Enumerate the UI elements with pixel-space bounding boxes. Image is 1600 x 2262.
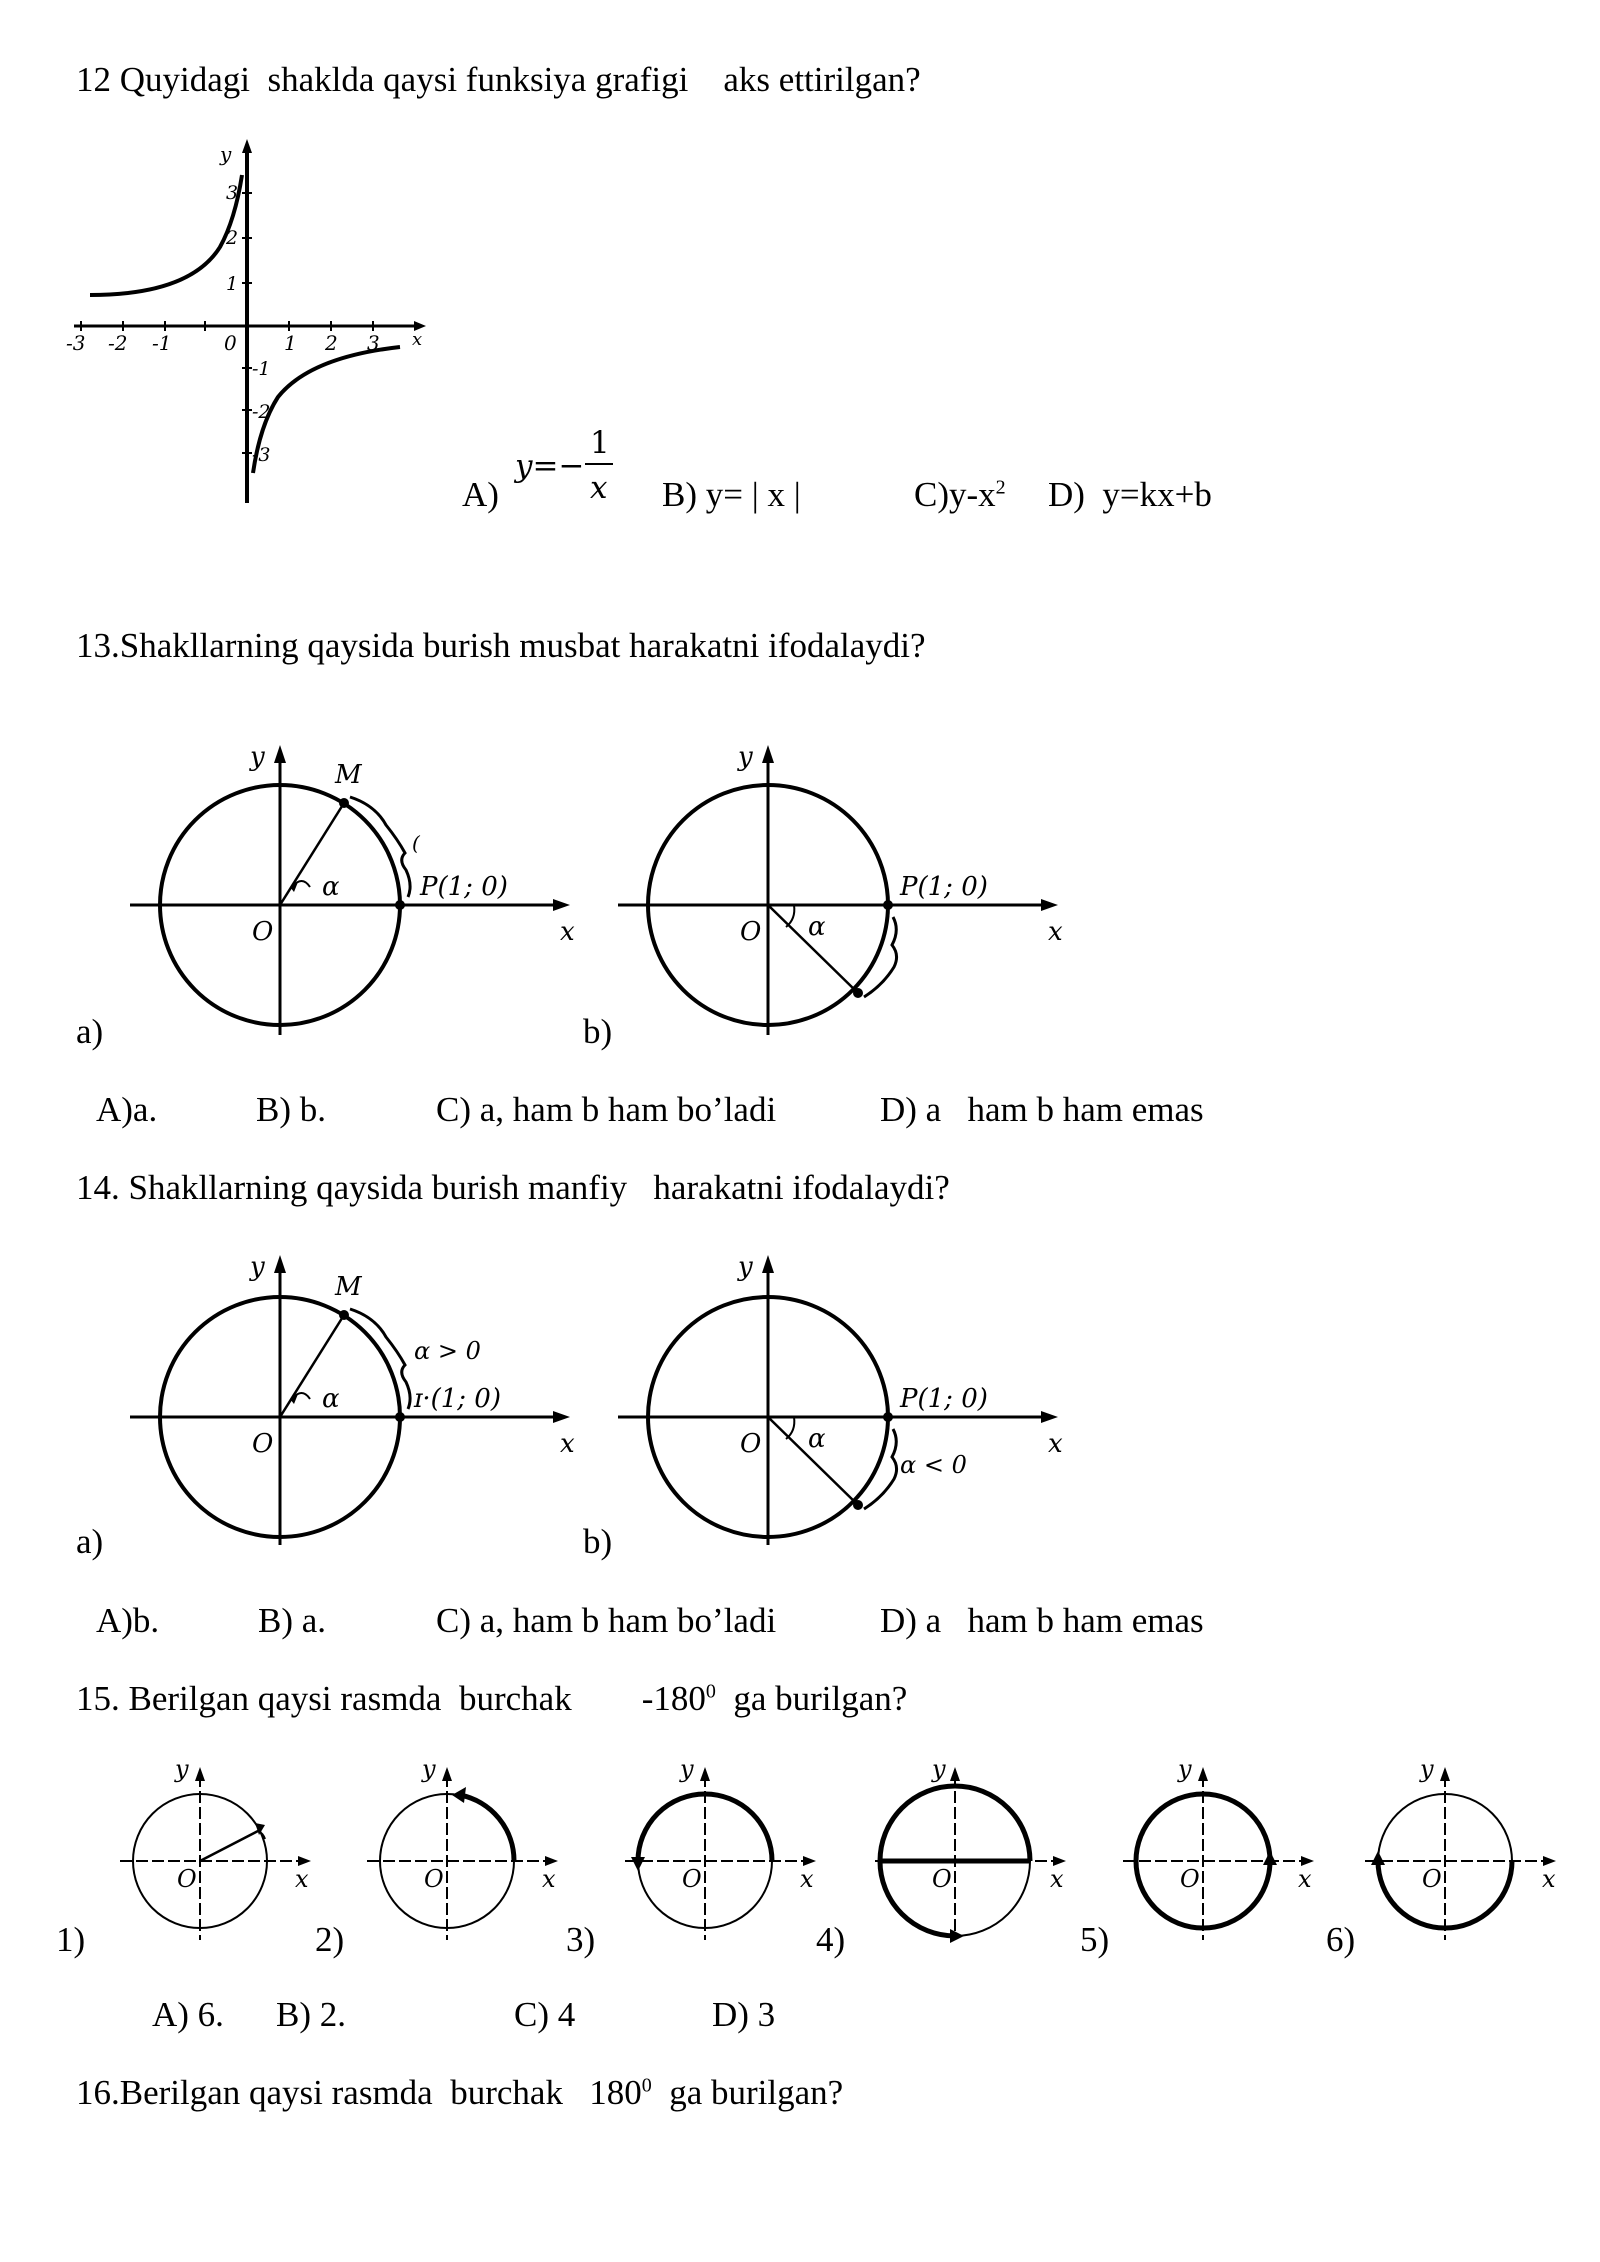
svg-text:1: 1: [226, 273, 239, 295]
q15-figure-4: [870, 1755, 1070, 1945]
svg-text:P(1; 0): P(1; 0): [900, 872, 988, 902]
svg-text:1: 1: [284, 331, 297, 355]
svg-text:O: O: [252, 1429, 274, 1459]
q15-option-d: D) 3: [712, 1995, 776, 2034]
svg-text:α: α: [322, 1384, 340, 1414]
q15-figure-6: [1360, 1755, 1560, 1945]
svg-text:y: y: [175, 1755, 189, 1783]
svg-text:α > 0: α > 0: [414, 1337, 481, 1365]
svg-text:x: x: [1048, 1429, 1063, 1459]
q15-figure-3: [620, 1755, 820, 1945]
svg-text:O: O: [740, 1429, 762, 1459]
q12-y-axis-label: y: [220, 142, 232, 166]
q15-figure-1-label: 1): [56, 1920, 86, 1959]
svg-text:O: O: [682, 1865, 702, 1893]
q15-figure-6-label: 6): [1326, 1920, 1356, 1959]
svg-text:O: O: [252, 917, 274, 947]
svg-text:-3: -3: [66, 331, 86, 355]
q13-figure-a: [130, 735, 580, 1035]
svg-text:M: M: [335, 1272, 362, 1302]
q13-figure-a-label: a): [76, 1012, 104, 1051]
q13-figure-b: [618, 735, 1068, 1035]
svg-text:O: O: [1180, 1865, 1200, 1893]
q15-option-c: C) 4: [514, 1995, 576, 2034]
q12-hyperbola-graph: [60, 135, 423, 495]
svg-text:O: O: [424, 1865, 444, 1893]
svg-text:y: y: [680, 1755, 694, 1783]
svg-text:y: y: [738, 742, 753, 772]
svg-text:0: 0: [224, 331, 237, 355]
svg-text:y: y: [1420, 1755, 1434, 1783]
svg-text:x: x: [1050, 1865, 1064, 1893]
q15-figure-5: [1118, 1755, 1318, 1945]
svg-text:x: x: [295, 1865, 309, 1893]
q13-option-c: C) a, ham b ham bo’ladi: [436, 1090, 777, 1129]
q15-option-b: B) 2.: [276, 1995, 346, 2034]
q14-figure-a: [130, 1245, 580, 1545]
svg-text:α: α: [322, 872, 340, 902]
svg-text:2: 2: [226, 227, 239, 249]
q13-option-d: D) a ham b ham emas: [880, 1090, 1204, 1129]
q15-question: 15. Berilgan qaysi rasmda burchak $-180^0$ ga burilgan?: [76, 1679, 908, 1718]
q13-option-a: A)a.: [96, 1090, 158, 1129]
svg-text:α: α: [808, 912, 826, 942]
svg-text:y: y: [250, 1252, 265, 1282]
q13-figure-b-label: b): [583, 1012, 613, 1051]
q15-figure-2-label: 2): [315, 1920, 345, 1959]
svg-text:-1: -1: [152, 331, 172, 355]
svg-text:(: (: [412, 831, 420, 855]
q15-figure-4-label: 4): [816, 1920, 846, 1959]
q14-question: 14. Shakllarning qaysida burish manfiy harakatni ifodalaydi?: [76, 1168, 950, 1207]
svg-text:3: 3: [226, 182, 239, 204]
svg-text:ɪ·(1; 0): ɪ·(1; 0): [414, 1384, 501, 1414]
svg-text:x: x: [1542, 1865, 1556, 1893]
svg-text:O: O: [177, 1865, 197, 1893]
svg-text:O: O: [1422, 1865, 1442, 1893]
q15-figure-1: [115, 1755, 315, 1945]
q16-question: 16.Berilgan qaysi rasmda burchak $180^0$ ga burilgan?: [76, 2073, 844, 2112]
q13-option-b: B) b.: [256, 1090, 326, 1129]
q14-figure-b: [618, 1245, 1068, 1545]
svg-text:y: y: [1178, 1755, 1192, 1783]
svg-text:-1: -1: [252, 358, 271, 380]
svg-text:M: M: [335, 760, 362, 790]
q12-question: 12 Quyidagi shaklda qaysi funksiya grafigi aks ettirilgan?: [76, 60, 921, 99]
q15-figure-5-label: 5): [1080, 1920, 1110, 1959]
svg-text:x: x: [542, 1865, 556, 1893]
q12-fraction-bar: [585, 463, 613, 465]
q14-option-b: B) a.: [258, 1601, 327, 1640]
q12-option-a-denominator: x: [590, 470, 608, 506]
q14-option-a: A)b.: [96, 1601, 160, 1640]
svg-text:-2: -2: [108, 331, 128, 355]
svg-text:2: 2: [325, 331, 338, 355]
svg-text:3: 3: [367, 331, 380, 355]
svg-text:y: y: [738, 1252, 753, 1282]
q15-figure-3-label: 3): [566, 1920, 596, 1959]
q12-option-a-formula: y=−: [515, 448, 585, 484]
svg-text:y: y: [250, 742, 265, 772]
svg-text:α < 0: α < 0: [900, 1451, 967, 1479]
svg-text:O: O: [740, 917, 762, 947]
svg-text:P(1; 0): P(1; 0): [420, 872, 508, 902]
svg-text:x: x: [1298, 1865, 1312, 1893]
svg-text:x: x: [560, 1429, 575, 1459]
q12-option-d: D) y=kx+b: [1048, 475, 1212, 514]
svg-text:P(1; 0): P(1; 0): [900, 1384, 988, 1414]
svg-text:x: x: [800, 1865, 814, 1893]
q12-option-a-numerator: 1: [590, 425, 610, 461]
svg-text:α: α: [808, 1424, 826, 1454]
svg-text:x: x: [560, 917, 575, 947]
svg-text:-2: -2: [252, 401, 271, 423]
q12-x-ticks: [66, 331, 380, 355]
q14-figure-a-label: a): [76, 1522, 104, 1561]
q12-option-a-label: A): [462, 475, 499, 514]
q14-option-c: C) a, ham b ham bo’ladi: [436, 1601, 777, 1640]
svg-text:O: O: [932, 1865, 952, 1893]
q13-question: 13.Shakllarning qaysida burish musbat harakatni ifodalaydi?: [76, 626, 926, 665]
q12-x-axis-label: x: [412, 329, 423, 350]
svg-text:y: y: [932, 1755, 946, 1783]
q15-option-a: A) 6.: [152, 1995, 224, 2034]
q14-option-d: D) a ham b ham emas: [880, 1601, 1204, 1640]
svg-text:-3: -3: [252, 444, 271, 466]
q12-option-c: $C)y-x^2$: [914, 475, 1006, 514]
svg-text:x: x: [1048, 917, 1063, 947]
svg-text:y: y: [422, 1755, 436, 1783]
q14-figure-b-label: b): [583, 1522, 613, 1561]
q15-figure-2: [362, 1755, 562, 1945]
q12-option-b: B) y= | x |: [662, 475, 801, 514]
